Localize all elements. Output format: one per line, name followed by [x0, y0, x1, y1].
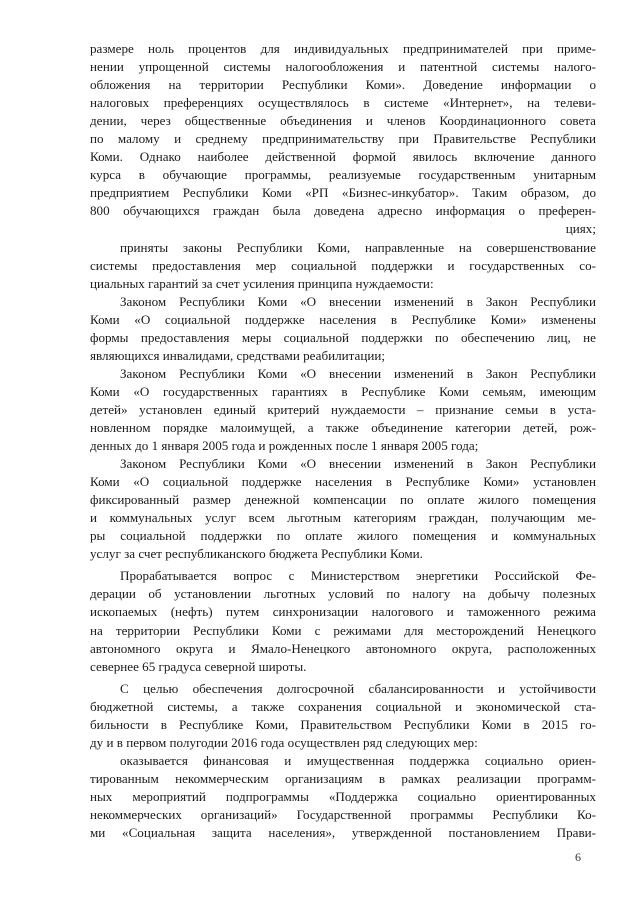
- text-line: на территории Республики Коми с режимами для месторождений Ненецкого: [90, 622, 596, 638]
- text-line: Коми. Однако наиболее действенной формой явилось включение данного: [90, 149, 596, 165]
- text-line: денных до 1 января 2005 года и рожденных после 1 января 2005 года;: [90, 438, 479, 454]
- paragraph: [90, 680, 596, 752]
- text-line: ми «Социальная защита населения», утвержденной постановлением Прави-: [90, 825, 596, 841]
- paragraph: [90, 293, 596, 365]
- text-line: обложения на территории Республики Коми». Доведение информации о: [90, 77, 596, 93]
- text-line: ду и в первом полугодии 2016 года осуществлен ряд следующих мер:: [90, 734, 478, 750]
- text-line: налоговых преференциях осуществлялось в системе «Интернет», на телеви-: [90, 95, 596, 111]
- text-line: автономного округа и Ямало-Ненецкого автономного округа, расположенных: [90, 640, 596, 656]
- text-line: новленном порядке малоимущей, а также объединение категории детей, рож-: [90, 419, 596, 435]
- text-line: бюджетной системы, а также сохранения социальной и экономической ста-: [90, 698, 596, 714]
- paragraph: [90, 567, 596, 675]
- text-line: бильности в Республике Коми, Правительством Республики Коми в 2015 го-: [90, 716, 596, 732]
- text-line: Коми «О социальной поддержке населения в Республике Коми» установлен: [90, 474, 596, 490]
- text-line: Законом Республики Коми «О внесении изменений в Закон Республики: [120, 365, 596, 381]
- text-line: оказывается финансовая и имущественная поддержка социально ориен-: [120, 752, 596, 768]
- text-line: дерации об установлении льготных условий по налогу на добычу полезных: [90, 586, 596, 602]
- text-line: предприятием Республики Коми «РП «Бизнес-инкубатор». Таким образом, до: [90, 185, 596, 201]
- text-line: нении упрощенной системы налогообложения и патентной системы налого-: [90, 59, 596, 75]
- text-line: приняты законы Республики Коми, направленные на совершенствование: [120, 239, 596, 255]
- text-line: размере ноль процентов для индивидуальных предпринимателей при приме-: [90, 41, 596, 56]
- text-line: С целью обеспечения долгосрочной сбалансированности и устойчивости: [120, 680, 596, 696]
- text-line: Прорабатывается вопрос с Министерством энергетики Российской Фе-: [120, 568, 596, 584]
- text-line: и коммунальных услуг всем льготным категориям граждан, получающим ме-: [90, 510, 596, 526]
- paragraph: [90, 365, 596, 455]
- text-line: Коми «О социальной поддержке населения в Республике Коми» изменены: [90, 311, 596, 327]
- paragraph: [90, 752, 596, 842]
- text-line: ископаемых (нефть) путем синхронизации налогового и таможенного режима: [90, 604, 596, 620]
- text-line: услуг за счет республиканского бюджета Республики Коми.: [90, 546, 423, 562]
- paragraph: [90, 455, 596, 563]
- text-line: некоммерческих организаций» Государственной программы Республики Ко-: [90, 806, 596, 822]
- document-body: [90, 40, 596, 842]
- text-line: севернее 65 градуса северной широты.: [90, 658, 307, 674]
- text-line: Законом Республики Коми «О внесении изменений в Закон Республики: [120, 456, 596, 472]
- text-line: дении, через общественные объединения и членов Координационного совета: [90, 113, 596, 129]
- text-line: курса в обучающие программы, реализуемые государственным унитарным: [90, 167, 596, 183]
- text-line: тированным некоммерческим организациям в рамках реализации программ-: [90, 770, 596, 786]
- text-line: циях;: [565, 221, 596, 237]
- text-line: системы предоставления мер социальной поддержки и государственных со-: [90, 257, 596, 273]
- text-line: являющихся инвалидами, средствами реабилитации;: [90, 347, 386, 363]
- text-line: формы предоставления меры социальной поддержки по обеспечению лиц, не: [90, 329, 596, 345]
- text-line: по малому и среднему предпринимательству при Правительстве Республики: [90, 131, 596, 147]
- text-line: ры социальной поддержки по оплате жилого помещения и коммунальных: [90, 528, 596, 544]
- page-number: 6: [575, 850, 581, 864]
- text-line: ных мероприятий подпрограммы «Поддержка социально ориентированных: [90, 788, 596, 804]
- text-line: детей» установлен единый критерий нуждаемости – признание семьи в уста-: [90, 401, 596, 417]
- text-line: циальных гарантий за счет усиления принципа нуждаемости:: [90, 275, 434, 291]
- text-line: Законом Республики Коми «О внесении изменений в Закон Республики: [120, 293, 596, 309]
- text-line: фиксированный размер денежной компенсации по оплате жилого помещения: [90, 492, 596, 508]
- text-line: Коми «О государственных гарантиях в Республике Коми семьям, имеющим: [90, 383, 596, 399]
- paragraph: [90, 239, 596, 293]
- paragraph: [90, 40, 596, 239]
- text-line: 800 обучающихся граждан была доведена адресно информация о преферен-: [90, 203, 596, 219]
